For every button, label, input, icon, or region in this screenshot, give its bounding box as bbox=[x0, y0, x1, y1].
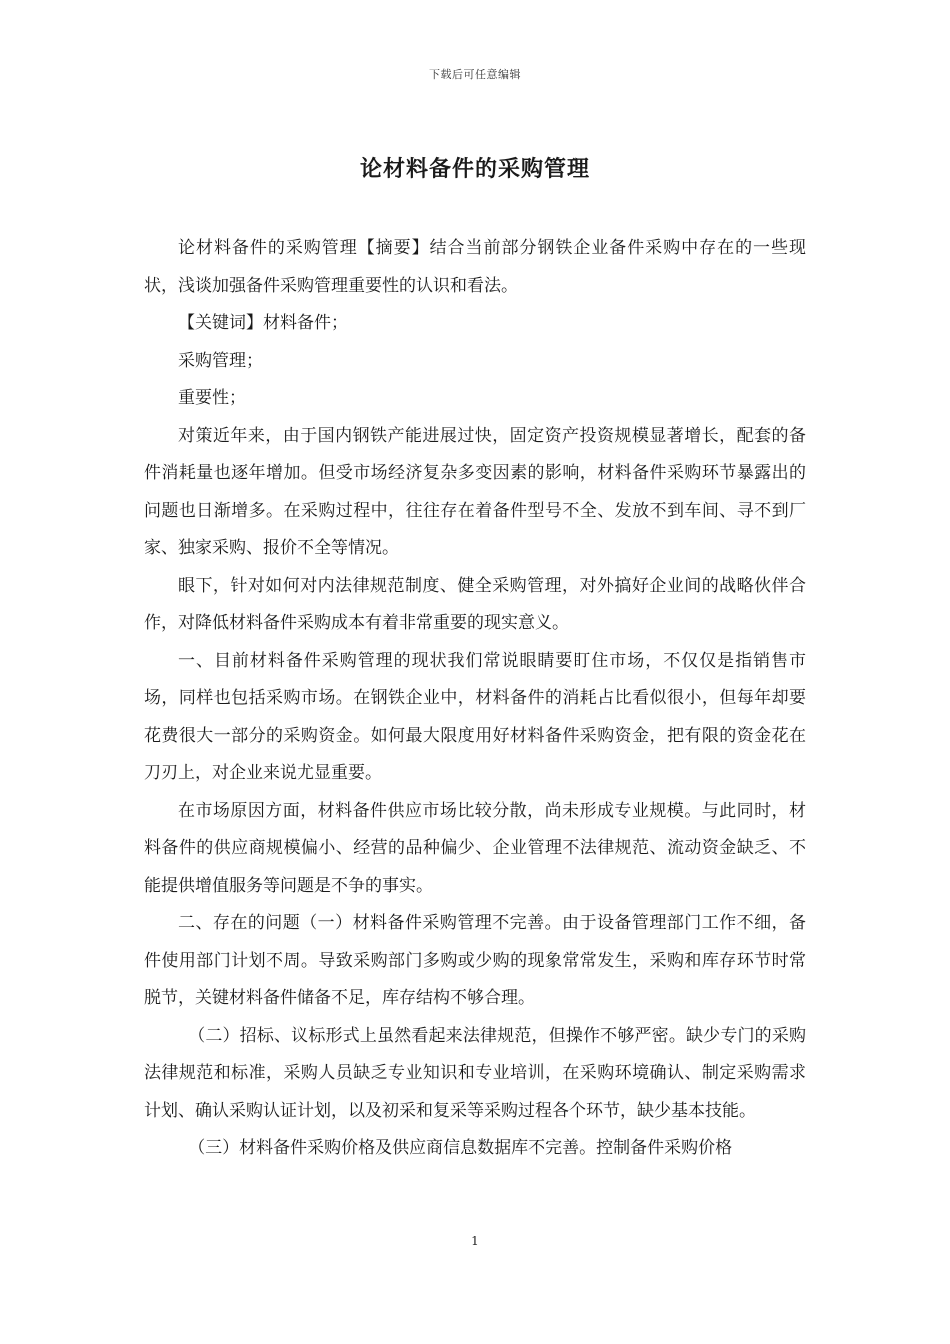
paragraph-keyword-3: 重要性； bbox=[178, 388, 246, 408]
header-note: 下载后可任意编辑 bbox=[429, 68, 521, 81]
paragraph-keywords: 【关键词】材料备件； bbox=[178, 313, 348, 333]
paragraph-intro: 对策近年来，由于国内钢铁产能进展过快，固定资产投资规模显著增长，配套的备件消耗量也逐年增加。但受市场经济复杂多变因素的影响，材料备件采购环节暴露出的问题也日渐增多。在采购过程中，往往存在着备件型号不全、发放不到车间、寻不到厂家、独家采购、报价不全等情况。 bbox=[144, 425, 806, 558]
paragraph-keyword-2: 采购管理； bbox=[178, 350, 263, 371]
paragraph-problem-3: （三）材料备件采购价格及供应商信息数据库不完善。控制备件采购价格 bbox=[188, 1138, 733, 1158]
paragraph-section-1: 一、目前材料备件采购管理的现状我们常说眼睛要盯住市场，不仅仅是指销售市场，同样也包括采购市场。在钢铁企业中，材料备件的消耗占比看似很小，但每年却要花费很大一部分的采购资金。如何最大限度用好材料备件采购资金，把有限的资金花在刀刃上，对企业来说尤显重要。 bbox=[144, 650, 806, 783]
page-number: 1 bbox=[471, 1234, 479, 1248]
document-body bbox=[144, 230, 806, 1168]
paragraph-section-2: 二、存在的问题（一）材料备件采购管理不完善。由于设备管理部门工作不细，备件使用部门计划不周。导致采购部门多购或少购的现象常常发生，采购和库存环节时常脱节，关键材料备件储备不足，库存结构不够合理。 bbox=[144, 913, 806, 1008]
paragraph-abstract: 论材料备件的采购管理【摘要】结合当前部分钢铁企业备件采购中存在的一些现状，浅谈加强备件采购管理重要性的认识和看法。 bbox=[144, 238, 806, 296]
paragraph-significance: 眼下，针对如何对内法律规范制度、健全采购管理，对外搞好企业间的战略伙伴合作，对降低材料备件采购成本有着非常重要的现实意义。 bbox=[144, 575, 806, 633]
paragraph-market-reasons: 在市场原因方面，材料备件供应市场比较分散，尚未形成专业规模。与此同时，材料备件的供应商规模偏小、经营的品种偏少、企业管理不法律规范、流动资金缺乏、不能提供增值服务等问题是不争的事实。 bbox=[144, 800, 806, 896]
document-title: 论材料备件的采购管理 bbox=[359, 156, 590, 182]
paragraph-problem-2: （二）招标、议标形式上虽然看起来法律规范，但操作不够严密。缺少专门的采购法律规范和标准，采购人员缺乏专业知识和专业培训，在采购环境确认、制定采购需求计划、确认采购认证计划，以及初采和复采等采购过程各个环节，缺少基本技能。 bbox=[144, 1025, 806, 1121]
